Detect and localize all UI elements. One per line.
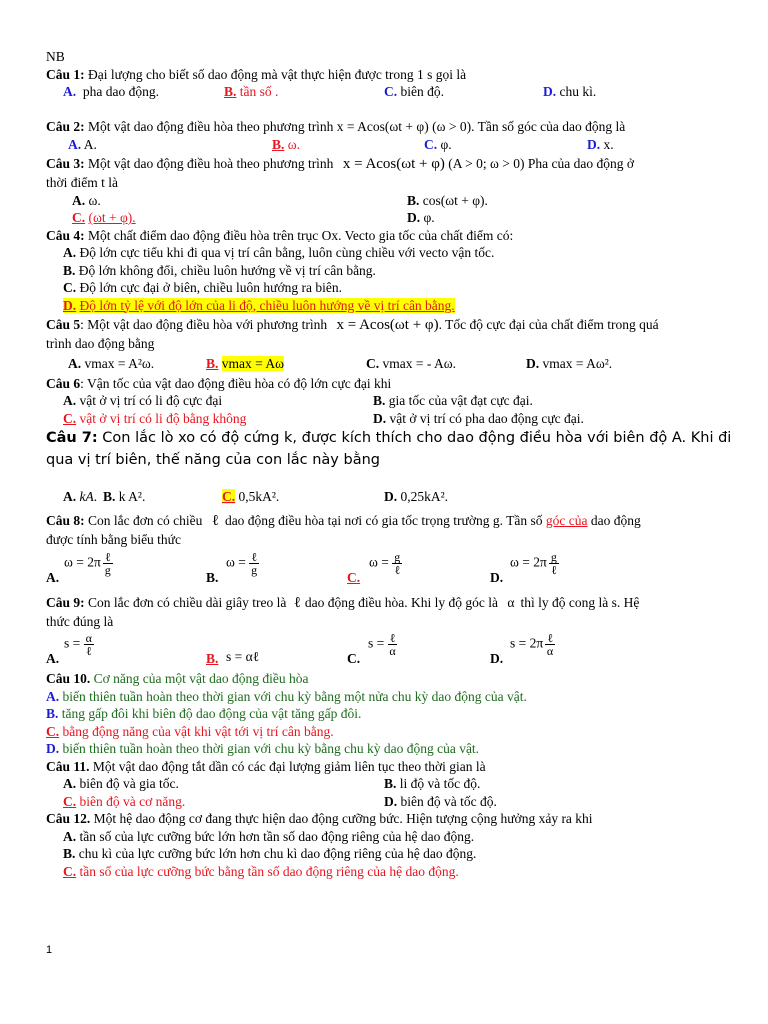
section-header: NB: [46, 49, 65, 64]
question-9: Câu 9: Con lắc đơn có chiều dài giây treo là ℓ dao động điều hòa. Khi ly độ góc là α thì ly độ cong là s. Hệ: [46, 594, 640, 611]
question-2: Câu 2: Một vật dao động điều hòa theo phương trình x = Acos(ωt + φ) (ω > 0). Tần số góc của dao động là: [46, 119, 626, 134]
question-3: Câu 3: Một vật dao động điều hoà theo phương trình x = Acos(ωt + φ) (A > 0; ω > 0) Pha của dao động ở: [46, 156, 635, 172]
question-7: Câu 7: Con lắc lò xo có độ cứng k, được kích thích cho dao động điều hòa với biên độ A. Khi đi: [46, 430, 732, 446]
question-12: Câu 12. Một hệ dao động cơ đang thực hiện dao động cưỡng bức. Hiện tượng cộng hưởng xảy ra khi: [46, 811, 593, 826]
question-3-options-ab: A. ω. B. cos(ωt + φ).: [72, 192, 488, 208]
question-6: Câu 6: Vận tốc của vật dao động điều hòa có độ lớn cực đại khi: [46, 375, 392, 391]
option-d-correct: D. Độ lớn tỷ lệ với độ lớn của li độ, chiều luôn hướng về vị trí cân bằng.: [63, 297, 455, 313]
question-1-options: [46, 83, 726, 101]
option-b-correct: B. tần số .: [224, 84, 279, 99]
question-1: Câu 1: Đại lượng cho biết số dao động mà vật thực hiện được trong 1 s gọi là: [46, 66, 467, 82]
question-2-options: A. A. B. ω. C. φ. D. x.: [68, 136, 614, 152]
question-11: Câu 11. Một vật dao động tắt dần có các đại lượng giảm liên tục theo thời gian là: [46, 758, 486, 774]
question-8: Câu 8: Con lắc đơn có chiều ℓ dao động điều hòa tại nơi có gia tốc trọng trường g. Tần số góc của dao động: [46, 513, 641, 529]
page-number: 1: [46, 944, 53, 956]
option-d: D. chu kì.: [543, 84, 597, 99]
document-page: NB Câu 1: Đại lượng cho biết số dao động mà vật thực hiện được trong 1 s gọi là A. pha dao động. B. tần số . C. biên độ. D. chu kì. Câu 2: Một vật dao động điều hòa theo phương trình x = Acos(ωt + φ) (ω > 0). Tần số góc của dao động là A. A. B. ω. C. φ. D. x. Câu 3: Một vật dao động điều hoà theo phương trình x = Acos(ωt + φ) (A > 0; ω > 0) Pha của dao động ở thời điểm t là A. ω. B. cos(ωt + φ). C. (ωt + φ). D. φ. Câu 4: Một chất điểm dao động điều hòa trên trục Ox. Vecto gia tốc của chất điểm có: A. Độ lớn cực tiểu khi đi qua vị trí cân bằng, luôn cùng chiều với vecto vận tốc. B. Độ lớn không đổi, chiều luôn hướng về vị trí cân bằng. C. Độ lớn cực đại ở biên, chiều luôn hướng ra biên. D. Độ lớn tỷ lệ với độ lớn của li độ, chiều luôn hướng về vị trí cân bằng. Câu 5: Một vật dao động điều hòa với phương trình x = Acos(ωt + φ). Tốc độ cực đại của chất điểm trong quá trình dao động bằng A. vmax = A²ω. B. vmax = Aω C. vmax = - Aω. D. vmax = Aω². Câu 6: Vận tốc của vật dao động điều hòa có độ lớn cực đại khi A. vật ở vị trí có li độ cực đại B. gia tốc của vật đạt cực đại. C. vật ở vị trí có li độ bằng không D. vật ở vị trí có pha dao động cực đại. Câu 7: Con lắc lò xo có độ cứng k, được kích thích cho dao động điều hòa với biên độ A. Khi đi qua vị trí biên, thế năng của con lắc này bằng A. kA. B. k A². C. 0,5kA². D. 0,25kA². Câu 8: Con lắc đơn có chiều ℓ dao động điều hòa tại nơi có gia tốc trọng trường g. Tần số góc của dao động được tính bằng biểu thức A. ω = 2π $\frac{\text{ℓ}}{g}$ B. ω = $\frac{\text{ℓ}}{g}$ C. ω = $\frac{g}{\text{ℓ}}$ D. ω = 2π $\frac{g}{\text{ℓ}}$ Câu 9: Con lắc đơn có chiều dài giây treo là ℓ dao động điều hòa. Khi ly độ góc là α thì ly độ cong là s. Hệ thức đúng là A. s = $\frac{\alpha}{\text{ℓ}}$ B. s = αℓ C. s = $\frac{\text{ℓ}}{\alpha}$ D. s = 2π $\frac{\text{ℓ}}{\alpha}$ Câu 10. Cơ năng của một vật dao động điều hòa A. biến thiên tuần hoàn theo thời gian với chu kỳ bằng một nửa chu kỳ dao động của vật. B. tăng gấp đôi khi biên độ dao động của vật tăng gấp đôi. C. bằng động năng của vật khi vật tới vị trí cân bằng. D. biến thiên tuần hoàn theo thời gian với chu kỳ bằng chu kỳ dao động của vật. Câu 11. Một vật dao động tắt dần có các đại lượng giảm liên tục theo thời gian là A. biên độ và gia tốc. B. li độ và tốc độ. C. biên độ và cơ năng. D. biên độ và tốc độ. Câu 12. Một hệ dao động cơ đang thực hiện dao động cưỡng bức. Hiện tượng cộng hưởng xảy ra khi A. tần số của lực cưỡng bức lớn hơn tần số dao động riêng của hệ dao động. B. chu kì của lực cưỡng bức lớn hơn chu kì dao động riêng của hệ dao động. C. tần số của lực cưỡng bức bằng tần số dao động riêng của hệ dao động.: [46, 49, 732, 879]
question-9-options: A. s = $\frac{\alpha}{\text{ℓ}}$ B. s = αℓ C. s = $\frac{\text{ℓ}}{\alpha}$ D. s = 2π $\frac{\text{ℓ}}{\alpha}$: [46, 631, 554, 666]
option-a: A. pha dao động.: [63, 84, 159, 99]
option-c: C. biên độ.: [384, 84, 444, 99]
question-5-options: A. vmax = A²ω. B. vmax = Aω C. vmax = - Aω. D. vmax = Aω².: [68, 355, 613, 371]
question-4: Câu 4: Một chất điểm dao động điều hòa trên trục Ox. Vecto gia tốc của chất điểm có:: [46, 227, 514, 243]
question-3-options-cd: C. (ωt + φ). D. φ.: [72, 210, 435, 225]
question-10: Câu 10. Cơ năng của một vật dao động điều hòa: [46, 671, 309, 686]
question-8-options: A. ω = 2π $\frac{\text{ℓ}}{g}$ B. ω = $\frac{\text{ℓ}}{g}$ C. ω = $\frac{g}{\text{ℓ}}$ D. ω = 2π $\frac{g}{\text{ℓ}}$: [46, 549, 557, 585]
ell-symbol: ℓ: [211, 513, 219, 529]
equation: x = Acos(ωt + φ): [342, 156, 445, 172]
question-7-options: A. kA. B. k A². C. 0,5kA². D. 0,25kA².: [63, 489, 449, 504]
question-5: Câu 5: Một vật dao động điều hòa với phương trình x = Acos(ωt + φ). Tốc độ cực đại của chất điểm trong quá: [46, 317, 659, 333]
spacer: [46, 101, 726, 119]
